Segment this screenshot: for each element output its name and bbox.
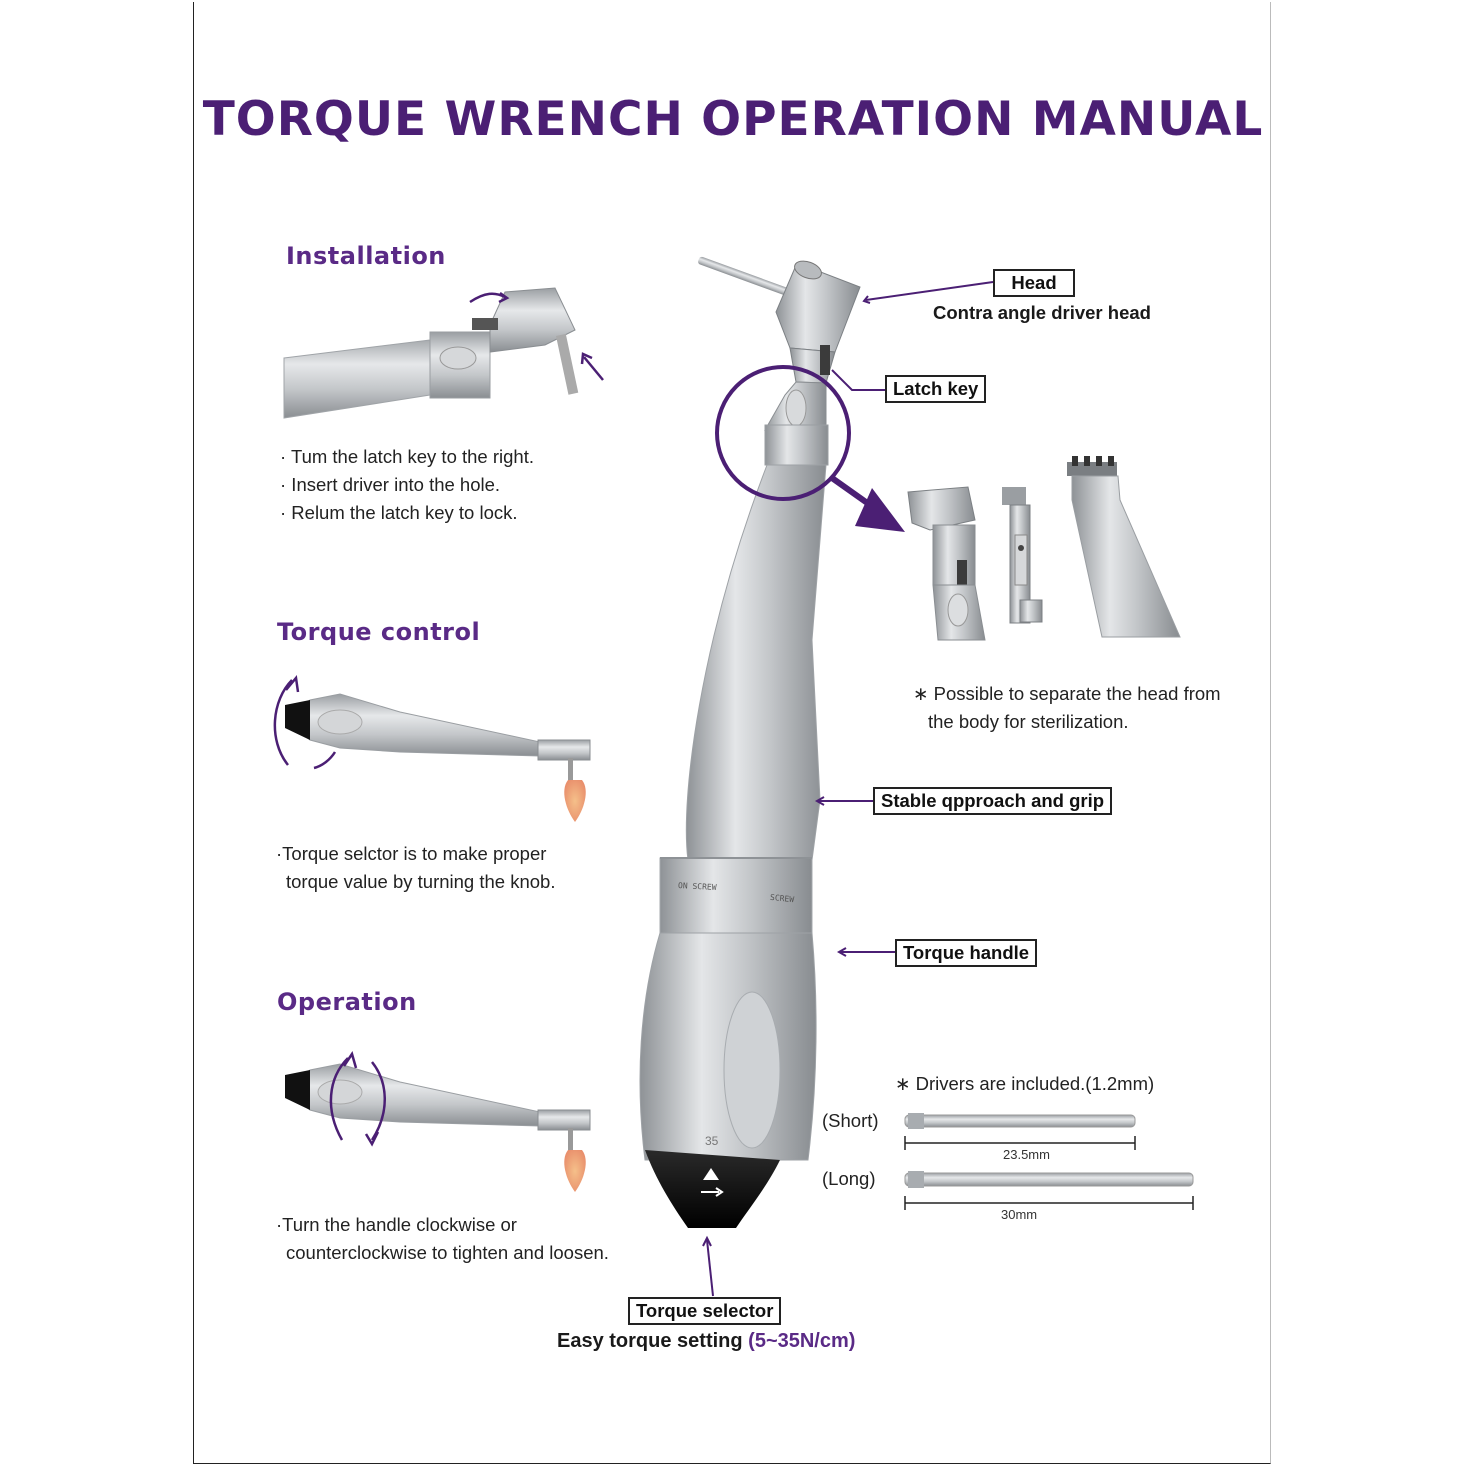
installation-step: · Relum the latch key to lock. xyxy=(280,502,518,523)
operation-line: counterclockwise to tighten and loosen. xyxy=(286,1242,609,1263)
separation-note-line: ∗ Possible to separate the head from xyxy=(913,683,1221,704)
separation-note xyxy=(913,680,1221,736)
torque-control-line: torque value by turning the knob. xyxy=(286,871,556,892)
torque-control-line: ·Torque selctor is to make proper xyxy=(276,843,547,864)
callout-head: Head xyxy=(993,269,1075,297)
callout-latch-key: Latch key xyxy=(885,375,986,403)
installation-instructions xyxy=(280,443,534,527)
driver-long-length: 30mm xyxy=(1001,1207,1038,1222)
handle-scale-number: 35 xyxy=(705,1134,719,1148)
section-heading-installation: Installation xyxy=(286,242,446,270)
separated-parts xyxy=(908,456,1180,640)
operation-line: ·Turn the handle clockwise or xyxy=(276,1214,517,1235)
operation-illustration xyxy=(285,1054,590,1192)
callout-torque-handle: Torque handle xyxy=(895,939,1037,967)
separation-note-line: the body for sterilization. xyxy=(928,711,1129,732)
contra-angle-head xyxy=(776,258,860,383)
driver-short-length: 23.5mm xyxy=(1003,1147,1050,1162)
section-heading-operation: Operation xyxy=(277,988,417,1016)
torque-control-instructions xyxy=(276,840,555,896)
torque-control-illustration xyxy=(275,678,590,822)
section-heading-torque-control: Torque control xyxy=(277,618,481,646)
callout-head-description: Contra angle driver head xyxy=(933,302,1151,323)
installation-illustration xyxy=(284,288,603,418)
callout-torque-selector: Torque selector xyxy=(628,1297,781,1325)
main-handpiece xyxy=(640,256,860,1228)
installation-step: · Insert driver into the hole. xyxy=(280,474,501,495)
handle-scale-right-text: SCREW xyxy=(769,892,795,905)
installation-step: · Tum the latch key to the right. xyxy=(280,446,534,467)
selector-desc-text: Easy torque setting xyxy=(557,1330,749,1352)
page-title: TORQUE WRENCH OPERATION MANUAL xyxy=(202,92,1264,147)
torque-selector-description xyxy=(557,1330,855,1353)
operation-instructions xyxy=(276,1211,609,1267)
callout-grip: Stable qpproach and grip xyxy=(873,787,1112,815)
selector-range: (5~35N/cm) xyxy=(748,1330,856,1352)
drivers-note: ∗ Drivers are included.(1.2mm) xyxy=(895,1073,1155,1094)
head-driver-bit xyxy=(697,256,796,298)
driver-short-label: (Short) xyxy=(822,1110,879,1131)
driver-long-label: (Long) xyxy=(822,1168,876,1189)
handle-scale-left-text: ON SCREW xyxy=(677,880,717,893)
